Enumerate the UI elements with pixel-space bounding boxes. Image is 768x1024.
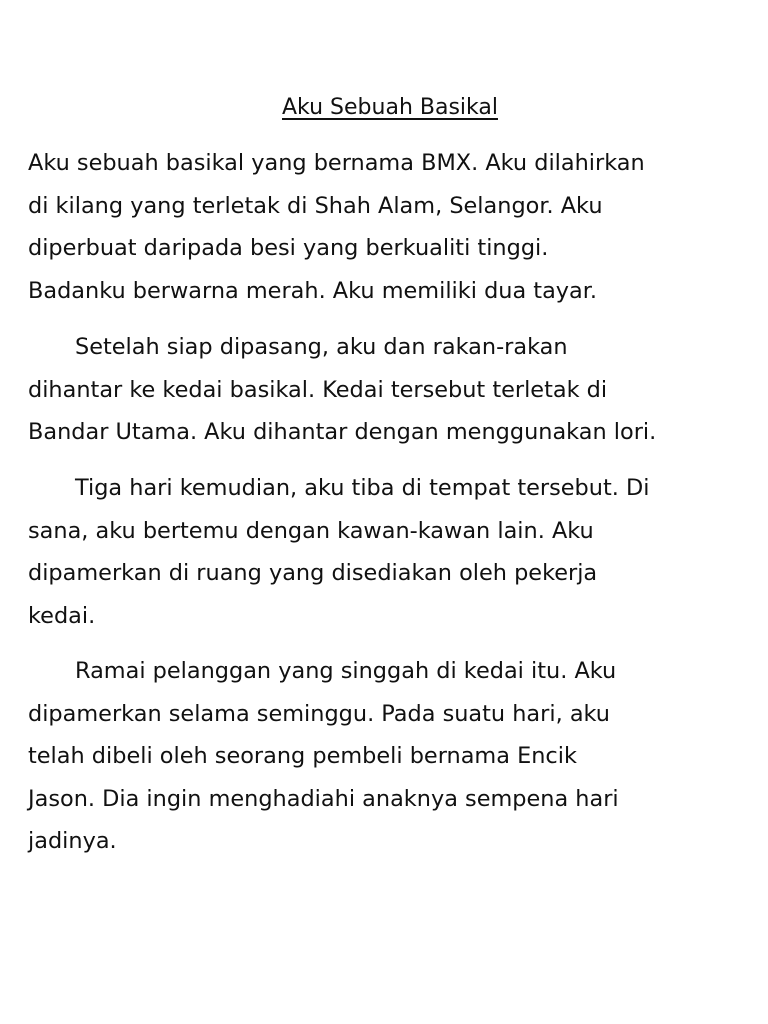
paragraph-3 [28,467,758,637]
paragraph-4 [28,650,758,863]
paragraph-line: sana, aku bertemu dengan kawan-kawan lain. Aku [28,517,594,544]
paragraph-line: diperbuat daripada besi yang berkualiti tinggi. [28,235,549,261]
paragraph-line: di kilang yang terletak di Shah Alam, Selangor. Aku [28,192,603,219]
paragraph-line: telah dibeli oleh seorang pembeli bernama Encik [28,743,577,769]
paragraph-line: kedai. [28,602,96,629]
paragraph-line: Tiga hari kemudian, aku tiba di tempat tersebut. Di [75,475,650,501]
paragraph-line: dihantar ke kedai basikal. Kedai tersebut terletak di [28,376,608,403]
paragraph-line: Ramai pelanggan yang singgah di kedai itu. Aku [75,658,617,684]
paragraph-line: Jason. Dia ingin menghadiahi anaknya sempena hari [28,785,619,812]
paragraph-line: Bandar Utama. Aku dihantar dengan menggunakan lori. [28,419,657,445]
paragraph-line: dipamerkan di ruang yang disediakan oleh pekerja [28,560,598,586]
document-title: Aku Sebuah Basikal [282,95,498,120]
paragraph-1 [28,142,758,312]
paragraph-line: jadinya. [28,828,117,854]
paragraph-line: dipamerkan selama seminggu. Pada suatu hari, aku [28,700,611,727]
paragraph-line: Setelah siap dipasang, aku dan rakan-rakan [75,334,568,360]
paragraph-2 [28,326,758,454]
paragraph-line: Badanku berwarna merah. Aku memiliki dua tayar. [28,277,598,304]
paragraph-line: Aku sebuah basikal yang bernama BMX. Aku dilahirkan [28,150,645,176]
